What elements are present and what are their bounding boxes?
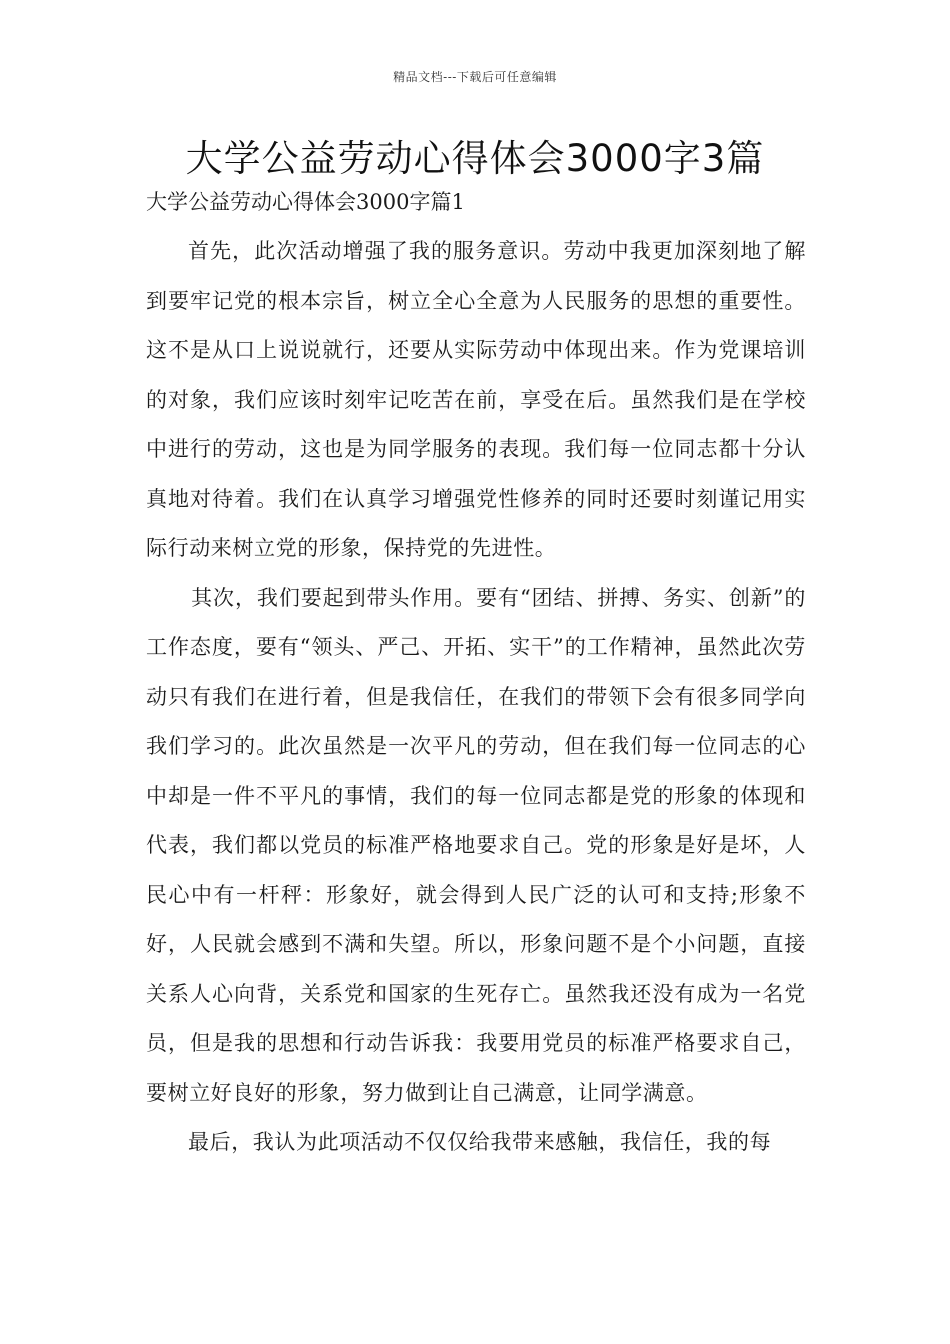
paragraph: 首先，此次活动增强了我的服务意识。劳动中我更加深刻地了解到要牢记党的根本宗旨，树立全心全意为人民服务的思想的重要性。这不是从口上说说就行，还要从实际劳动中体现出来。作为党课培训的对象，我们应该时刻牢记吃苦在前，享受在后。虽然我们是在学校中进行的劳动，这也是为同学服务的表现。我们每一位同志都十分认真地对待着。我们在认真学习增强党性修养的同时还要时刻谨记用实际行动来树立党的形象，保持党的先进性。 <box>146 239 806 560</box>
header-note: 精品文档---下载后可任意编辑 <box>393 70 557 84</box>
paragraph: 其次，我们要起到带头作用。要有“团结、拼搏、务实、创新”的工作态度，要有“领头、严己、开拓、实干”的工作精神，虽然此次劳动只有我们在进行着，但是我信任，在我们的带领下会有很多同学向我们学习的。此次虽然是一次平凡的劳动，但在我们每一位同志的心中却是一件不平凡的事情，我们的每一位同志都是党的形象的体现和代表，我们都以党员的标准严格地要求自己。党的形象是好是坏，人民心中有一杆秤：形象好，就会得到人民广泛的认可和支持;形象不好，人民就会感到不满和失望。所以，形象问题不是个小问题，直接关系人心向背，关系党和国家的生死存亡。虽然我还没有成为一名党员，但是我的思想和行动告诉我：我要用党员的标准严格要求自己，要树立好良好的形象，努力做到让自己满意，让同学满意。 <box>146 585 806 1105</box>
body-text <box>146 227 806 1168</box>
paragraph: 最后，我认为此项活动不仅仅给我带来感触，我信任，我的每 <box>188 1130 772 1154</box>
document-title: 大学公益劳动心得体会3000字3篇 <box>185 137 765 180</box>
section-heading: 大学公益劳动心得体会3000字篇1 <box>146 190 465 214</box>
